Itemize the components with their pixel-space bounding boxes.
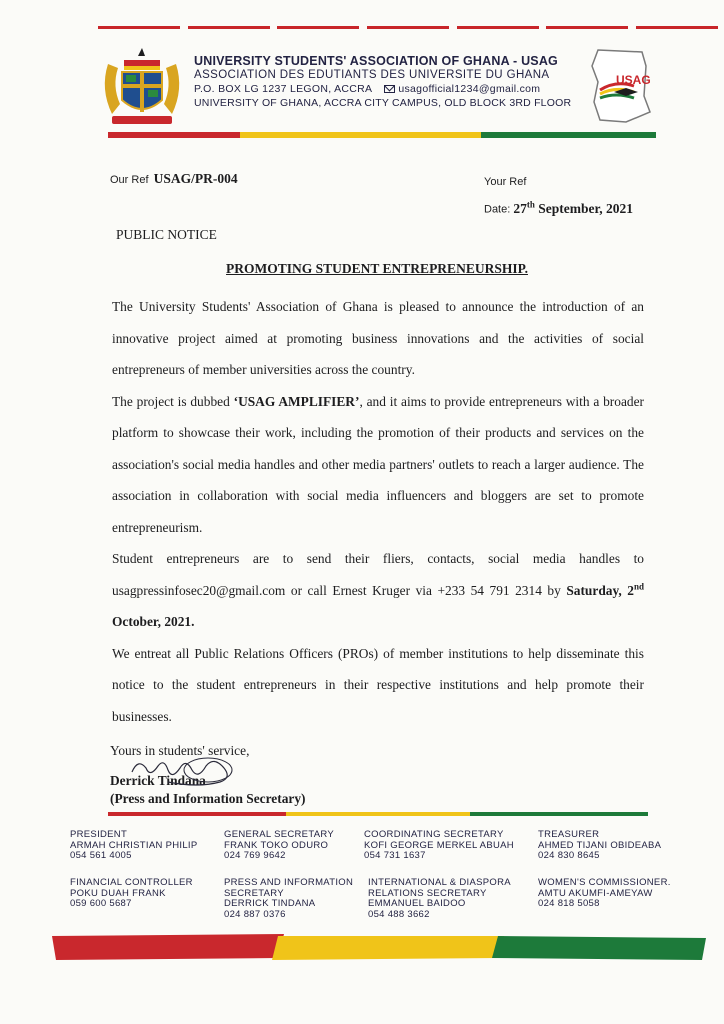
notice-title: PROMOTING STUDENT ENTREPRENEURSHIP. xyxy=(226,261,528,276)
coat-of-arms-icon xyxy=(98,44,186,130)
handwritten-signature xyxy=(128,752,238,790)
association-name-french: ASSOCIATION DES EDUTIANTS DES UNIVERSITE DU GHANA xyxy=(194,69,550,81)
officer-womens-commissioner: WOMEN'S COMMISSIONER. AMTU AKUMFI-AMEYAW 024 818 5058 xyxy=(538,877,671,909)
salutation: Yours in students' service, xyxy=(110,743,250,758)
signatory-name: Derrick Tindana xyxy=(110,773,206,788)
top-dashed-rule xyxy=(98,26,718,30)
officer-international-secretary: INTERNATIONAL & DIASPORA RELATIONS SECRETARY EMMANUEL BAIDOO 054 488 3662 xyxy=(368,877,511,920)
paragraph-1: The University Students' Association of Ghana is pleased to announce the introduction of an innovative project aimed at promoting business innovations and the activities of social entrepreneurs of member universities across the country. xyxy=(112,299,644,377)
officer-coordinating-secretary: COORDINATING SECRETARY KOFI GEORGE MERKEL ABUAH 054 731 1637 xyxy=(364,829,514,861)
email-address: usagofficial1234@gmail.com xyxy=(398,83,541,95)
officer-financial-controller: FINANCIAL CONTROLLER POKU DUAH FRANK 059 600 5687 xyxy=(70,877,193,909)
paragraph-2: The project is dubbed ‘USAG AMPLIFIER’, and it aims to provide entrepreneurs with a broader platform to showcase their work, including the promotion of their products and services on the association's social media handles and other media partners' outlets to reach a larger audience. The association in collaboration with social media influencers and bloggers are set to promote entrepreneurism. xyxy=(112,393,644,535)
flag-color-band-bottom xyxy=(52,934,706,960)
officer-general-secretary: GENERAL SECRETARY FRANK TOKO ODURO 024 769 9642 xyxy=(224,829,334,861)
paragraph-3: Student entrepreneurs are to send their fliers, contacts, social media handles to usagpressinfosec20@gmail.com or call Ernest Kruger via +233 54 791 2314 by Saturday, 2nd October, 2021. xyxy=(112,551,644,629)
mail-icon xyxy=(384,85,395,93)
letter-date: Date: 27th September, 2021 xyxy=(484,199,633,216)
letterhead-text xyxy=(194,54,584,109)
your-reference: Your Ref xyxy=(484,176,527,188)
notice-body xyxy=(112,291,644,732)
usag-ghana-map-logo xyxy=(586,46,656,126)
our-reference: Our Ref USAG/PR-004 xyxy=(110,171,238,186)
notice-heading: PUBLIC NOTICE xyxy=(116,227,217,242)
logo-text: USAG xyxy=(616,73,651,87)
flag-color-bar-middle xyxy=(108,812,648,816)
officer-president: PRESIDENT ARMAH CHRISTIAN PHILIP 054 561 4005 xyxy=(70,829,198,861)
paragraph-4: We entreat all Public Relations Officers (PROs) of member institutions to help disseminate this notice to the student entrepreneurs in their respective institutions and help promote their businesses. xyxy=(112,645,644,724)
contact-line xyxy=(194,83,584,95)
officer-treasurer: TREASURER AHMED TIJANI OBIDEABA 024 830 8645 xyxy=(538,829,662,861)
email-contact xyxy=(384,83,540,95)
association-name: UNIVERSITY STUDENTS' ASSOCIATION OF GHANA - USAG xyxy=(194,54,558,68)
our-reference-value: USAG/PR-004 xyxy=(153,171,238,186)
officer-press-secretary: PRESS AND INFORMATION SECRETARY DERRICK TINDANA 024 887 0376 xyxy=(224,877,354,920)
office-address: UNIVERSITY OF GHANA, ACCRA CITY CAMPUS, OLD BLOCK 3RD FLOOR xyxy=(194,97,572,109)
flag-color-bar-top xyxy=(108,132,656,138)
po-box: P.O. BOX LG 1237 LEGON, ACCRA xyxy=(194,83,373,95)
signatory-position: (Press and Information Secretary) xyxy=(110,791,306,806)
